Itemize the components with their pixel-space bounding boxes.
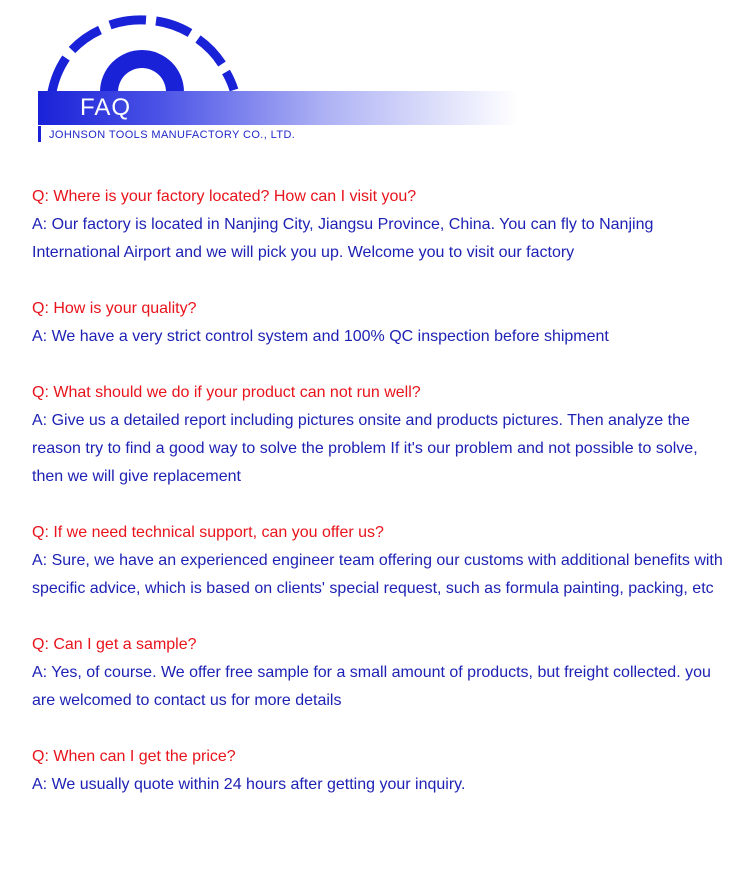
faq-question: Q: What should we do if your product can not run well?: [32, 384, 421, 401]
faq-item: [32, 743, 732, 799]
faq-item: [32, 295, 732, 351]
faq-item: [32, 519, 732, 603]
header: [0, 0, 750, 150]
faq-item: [32, 183, 732, 267]
faq-item: [32, 631, 732, 715]
faq-question: Q: Where is your factory located? How can I visit you?: [32, 188, 417, 205]
faq-answer: A: Our factory is located in Nanjing City, Jiangsu Province, China. You can fly to Nanjing International Airport and we will pick you up. Welcome you to visit our factory: [32, 216, 654, 261]
faq-answer: A: Give us a detailed report including pictures onsite and products pictures. Then analyze the reason try to find a good way to solve the problem If it's our problem and not possible to solve, then we will give replacement: [32, 412, 698, 485]
banner-accent-bar: [38, 126, 41, 142]
faq-answer: A: Yes, of course. We offer free sample for a small amount of products, but freight collected. you are welcomed to contact us for more details: [32, 664, 711, 709]
faq-question: Q: If we need technical support, can you offer us?: [32, 524, 384, 541]
faq-question: Q: When can I get the price?: [32, 748, 236, 765]
banner-accent: [38, 91, 41, 125]
faq-answer: A: Sure, we have an experienced engineer team offering our customs with additional benefits with specific advice, which is based on clients' special request, such as formula painting, packing, etc: [32, 552, 723, 597]
faq-answer: A: We usually quote within 24 hours after getting your inquiry.: [32, 776, 466, 793]
faq-question: Q: Can I get a sample?: [32, 636, 197, 653]
faq-list: [32, 183, 732, 827]
faq-answer: A: We have a very strict control system and 100% QC inspection before shipment: [32, 328, 609, 345]
faq-item: [32, 379, 732, 491]
company-name: JOHNSON TOOLS MANUFACTORY CO., LTD.: [49, 129, 296, 141]
page-title: FAQ: [80, 94, 132, 121]
faq-question: Q: How is your quality?: [32, 300, 197, 317]
